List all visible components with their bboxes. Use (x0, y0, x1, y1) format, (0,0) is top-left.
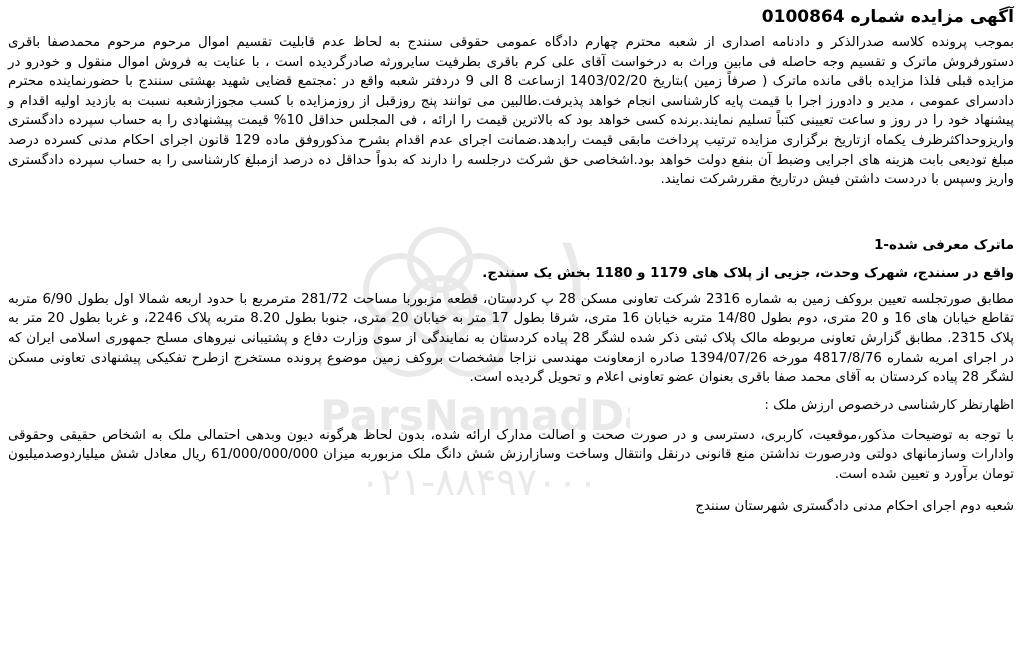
issuing-office: شعبه دوم اجرای احکام مدنی دادگستری شهرستان سنندج (695, 498, 1014, 514)
property-location: واقع در سنندج، شهرک وحدت، جزیی از پلاک های 1179 و 1180 بخش یک سنندج. (482, 265, 1014, 281)
notice-title: آگهی مزایده شماره 0100864 (761, 7, 1014, 27)
watermark-phone: ۰۲۱-۸۸۴۹۷۰۰۰ (360, 460, 599, 504)
intro-paragraph: بموجب پرونده کلاسه صدرالذکر و دادنامه اصداری از شعبه محترم چهارم دادگاه عمومی حقوقی سنندج به لحاظ عدم قابلیت تقسیم اموال مرحوم مرحوم محمدصفا باقری دستورفروش ماترک و تقسیم وجه حاصله فی مابین وراث به درخواست آقای علی کرم باقری بطرفیت سایرورثه صادرگردیده است ، با عنایت به فروش اموال منقول و خودرو در مزایده قبلی فلذا مزایده باقی مانده ماترک ( صرفاً زمین )بتاریخ 1403/02/20 ازساعت 8 الی 9 دردفتر شعبه واقع در :مجتمع قضایی شهید بهشتی سنندج با حضورنماینده محترم دادسرای عمومی ، مدیر و دادورز اجرا با قیمت پایه کارشناسی انجام خواهد پذیرفت.طالبین می توانند پنج روزقبل از روزمزایده با کسب مجوزازشعبه نسبت به بازدید اولیه اقدام و پیشنهاد خود را در روز و ساعت تعیینی کتباً تسلیم نمایند.برنده کسی خواهد بود که بالاترین قیمت را ارائه ، فی المجلس حداقل 10% قیمت پیشنهادی را به حساب سپرده دادگستری واریزوحداکثرظرف یکماه ازتاریخ برگزاری مزایده ترتیب پرداخت مابقی قیمت رابدهد.ضمانت اجرای عدم اقدام بشرح مذکوروفق ماده 129 قانون اجرای احکام مدنی کسرده درصد مبلغ تودیعی بابت هزینه های اجرایی وضبط آن بنفع دولت خواهد بود.اشخاصی حق شرکت درجلسه را دارند که بدواً حداقل ده درصد ازمبلغ کارشناسی را به حساب سپرده دادگستری واریز وسپس با دردست داشتن فیش درتاریخ مقررشرکت نمایند. (8, 35, 1015, 188)
expert-opinion-paragraph: با توجه به توضیحات مذکور،موقعیت، کاربری، دسترسی و در صورت صحت و اصالت مدارک ارائه شده، بدون لحاظ هرگونه دیون وبدهی احتمالی ملک به اشخاص حقیقی وحقوقی وادارات وسازمانهای دولتی ودرصورت نداشتن منع قانونی درنقل وانتقال وساخت وسازارزش شش دانگ ملک مزبوربه میزان 61/000/000/000 ریال معادل شش میلیاردوصدمیلیون تومان برآورد و تعیین شده است. (8, 427, 1014, 482)
notice-content (8, 0, 1014, 517)
section-heading: ماترک معرفی شده-1 (874, 237, 1014, 253)
watermark-digits: ۱۰ (550, 217, 630, 322)
expert-opinion-heading: اظهارنظر کارشناسی درخصوص ارزش ملک : (764, 397, 1014, 413)
property-description: مطابق صورتجلسه تعیین بروکف زمین به شماره 2316 شرکت تعاونی مسکن 28 پ کردستان، قطعه مزبوربا مساحت 281/72 مترمربع با حدود اربعه شمالا اول بطول 6/90 متربه تقاطع خیابان های 16 و 20 متری، دوم بطول 14/80 متربه خیابان 16 متری، شرقا بطول 17 متر به خیابان 20 متری، جنوبا بطول 8.20 متربه پلاک 2246، و غربا بطول 20 متر به پلاک 2315. مطابق گزارش تعاونی مربوطه مالک پلاک ثبتی ذکر شده لشگر 28 پیاده کردستان به نمایندگی از سوی وزارت دفاع و پشتیبانی نیروهای مسلح جمهوری اسلامی ایران که در اجرای امریه شماره 4817/8/76 مورخه 1394/07/26 صادره ازمعاونت مهندسی نزاجا مشخصات بروکف زمین موضوع پرونده مستخرج ازطرح تفکیکی پیشنهادی تعاونی مسکن لشگر 28 پیاده کردستان به آقای محمد صفا باقری بعنوان عضو تعاونی اعلام و تحویل گردیده است. (8, 291, 1014, 386)
watermark-brand: ParsNamadD (320, 391, 625, 440)
